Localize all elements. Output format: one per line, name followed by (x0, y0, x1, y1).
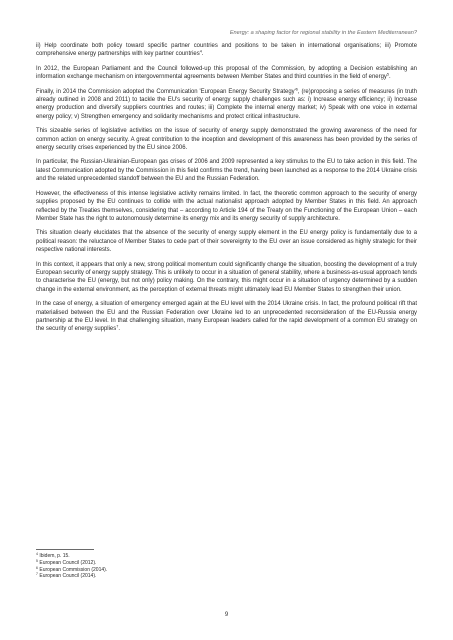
paragraph (36, 190, 417, 224)
footnote-divider (36, 549, 94, 550)
paragraph (36, 88, 417, 122)
footnote-number: 6 (36, 565, 38, 570)
paragraph-text-tail: . (388, 74, 391, 81)
footnote (36, 560, 336, 567)
paragraph (36, 229, 417, 254)
footnote-text: European Council (2012). (39, 559, 97, 566)
paragraph-text: This situation clearly elucidates that the absence of the security of energy supply element in the EU energy policy is fundamentally due to a political reason: the reluctance of Member States to cede part of their sovereignty to the EU over an issue considered as highly strategic for their respective national interests. (36, 230, 417, 254)
paragraph-text: However, the effectiveness of this intense legislative activity remains limited. In fact, the theoretic common approach to the security of energy supplies proposed by the EU continues to collide with the actual nationalist approach adopted by Member States in this field. An approach reflected by the Treaties themselves, considering that – according to Article 194 of the Treaty on the Functioning of the European Union – each Member State has the right to autonomously determine its energy mix and its energy security of supply architecture. (36, 190, 417, 222)
footnote-text: European Commission (2014). (39, 566, 108, 573)
body-text (36, 42, 417, 340)
paragraph (36, 158, 417, 183)
paragraph-text: In particular, the Russian-Ukrainian-European gas crises of 2006 and 2009 represented a key stimulus to the EU to take action in this field. The latest Communication adopted by the Commission in this field confirms the trend, having been launched as a response to the 2014 Ukraine crisis and the related unprecedented standoff between the EU and the Russian Federation. (36, 159, 417, 183)
running-header: Energy: a shaping factor for regional stability in the Eastern Mediterranean? (229, 30, 417, 36)
paragraph-text: In this context, it appears that only a new, strong political momentum could significantly change the situation, boosting the development of a truly European security of energy supply strategy. This is unlikely to occur in a situation of general stability, where a business-as-usual approach tends to characterise the EU (energy, but not only) policy making. On the contrary, this might occur in a situation of urgency determined by a sudden change in the external environment, as the perception of external threats might ultimately lead EU Member States to strengthen their union. (36, 261, 417, 293)
paragraph (36, 127, 417, 152)
page-number: 9 (224, 612, 229, 618)
paragraph-text: Finally, in 2014 the Commission adopted the Communication 'European Energy Security Strategy' (36, 88, 296, 95)
paragraph (36, 261, 417, 295)
footnote-ref[interactable]: 4 (199, 49, 202, 54)
paragraph (36, 300, 417, 334)
footnote-number: 4 (36, 552, 38, 556)
paragraph-text: In the case of energy, a situation of emergency emerged again at the EU level with the 2014 Ukraine crisis. In fact, the profound political rift that materialised between the EU and the Russian Federation over Ukraine led to an unprecedented reconsideration of the EU-Russia energy partnership at the EU level. In that challenging situation, many European leaders called for the rapid development of a common EU strategy on the security of energy supplies (36, 301, 417, 333)
paragraph-text: ii) Help coordinate both policy toward specific partner countries and positions to be taken in international organisations; iii) Promote comprehensive energy partnerships with key partner countries (36, 43, 417, 58)
footnote-text: European Council (2014). (39, 573, 97, 580)
footnote-ref[interactable]: 5 (386, 72, 389, 77)
footnote-number: 5 (36, 558, 38, 563)
footnote-ref[interactable]: 6 (295, 87, 298, 92)
footnote-number: 7 (36, 572, 38, 577)
paragraph (36, 65, 417, 82)
paragraph-text-tail: . (201, 51, 204, 58)
paragraph-text: This sizeable series of legislative activities on the issue of security of energy supply demonstrated the growing awareness of the need for common action on energy security. A great contribution to the inception and development of this awareness has been provided by the series of energy security crises experienced by the EU since 2006. (36, 128, 417, 152)
paragraph-text: In 2012, the European Parliament and the Council followed-up this proposal of the Commission, by adopting a Decision establishing an information exchange mechanism on intergovernmental agreements between Member States and third countries in the field of energy (36, 65, 417, 81)
footnote (36, 573, 336, 580)
paragraph-text-tail: . (118, 326, 120, 333)
footnote-ref[interactable]: 7 (116, 324, 119, 329)
paragraph (36, 42, 417, 59)
paragraph-text-tail: , (re)proposing a series of measures (in truth already outlined in 2008 and 2011) to tackle the EU's security of energy supply challenges such as: i) Increase energy efficiency; ii) Increase energy production and diversify suppliers countries and routes; iii) Complete the internal energy market; iv) Speak with one voice in external energy policy; v) Strengthen emergency and solidarity mechanisms and protect critical infrastructure. (36, 88, 417, 120)
footnotes (36, 553, 336, 580)
footnote (36, 553, 336, 560)
footnote-text: Ibidem, p. 15. (39, 553, 70, 559)
